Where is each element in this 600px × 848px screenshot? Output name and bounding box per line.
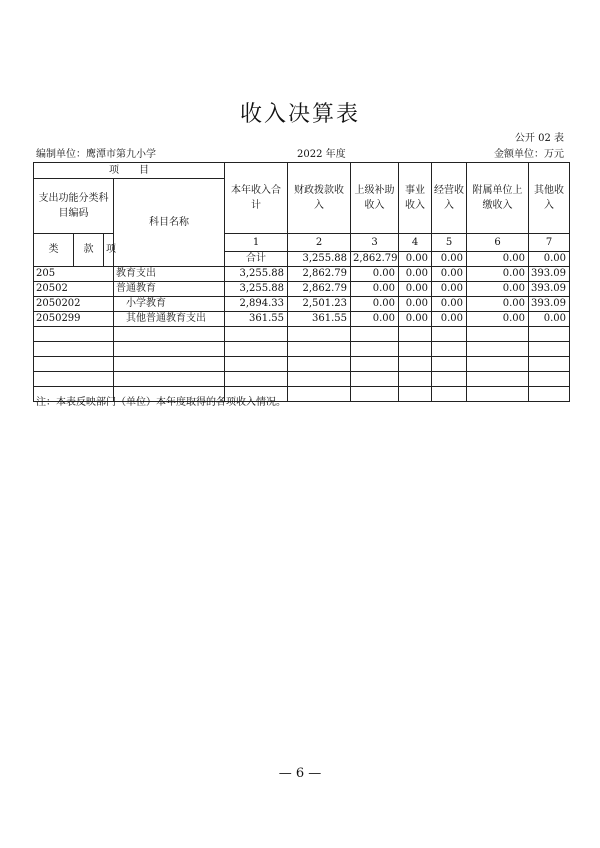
- empty-cell: [529, 327, 570, 342]
- row-value: 0.00: [432, 312, 467, 327]
- row-name: 小学教育: [114, 297, 225, 312]
- empty-cell: [529, 357, 570, 372]
- row-code: 2050202: [34, 297, 114, 312]
- col-num-4: 4: [399, 234, 432, 252]
- total-value: 2,862.79: [351, 252, 399, 267]
- col-num-6: 6: [467, 234, 529, 252]
- empty-cell: [114, 342, 225, 357]
- empty-cell: [467, 342, 529, 357]
- empty-cell: [432, 327, 467, 342]
- header-superior: 上级补助收入: [351, 163, 399, 234]
- income-table: [33, 162, 570, 402]
- form-number: 公开 02 表: [514, 133, 564, 144]
- empty-cell: [351, 372, 399, 387]
- header-kuan: 款: [74, 234, 104, 267]
- table-note: 注：本表反映部门（单位）本年度取得的各项收入情况。: [36, 397, 286, 408]
- header-project: 项 目: [34, 163, 225, 179]
- row-name: 其他普通教育支出: [114, 312, 225, 327]
- row-value: 361.55: [225, 312, 288, 327]
- col-num-7: 7: [529, 234, 570, 252]
- header-business: 事业收入: [399, 163, 432, 234]
- row-value: 0.00: [467, 312, 529, 327]
- empty-cell: [467, 372, 529, 387]
- empty-cell: [225, 357, 288, 372]
- row-value: 0.00: [399, 312, 432, 327]
- table-row: [34, 312, 570, 327]
- empty-cell: [351, 387, 399, 402]
- row-value: 0.00: [351, 297, 399, 312]
- empty-cell: [288, 387, 351, 402]
- compiling-unit: 编制单位：鹰潭市第九小学: [36, 149, 156, 160]
- row-value: 393.09: [529, 267, 570, 282]
- empty-cell: [399, 327, 432, 342]
- empty-cell: [114, 372, 225, 387]
- row-value: 0.00: [399, 282, 432, 297]
- total-value: 0.00: [432, 252, 467, 267]
- row-code: 205: [34, 267, 114, 282]
- fiscal-year: 2022 年度: [297, 149, 346, 160]
- row-value: 3,255.88: [225, 282, 288, 297]
- empty-cell: [34, 342, 114, 357]
- header-xiang: 项: [104, 234, 114, 267]
- empty-cell: [288, 327, 351, 342]
- empty-cell: [529, 342, 570, 357]
- col-num-5: 5: [432, 234, 467, 252]
- empty-cell: [34, 372, 114, 387]
- page-title: 收入决算表: [239, 102, 360, 127]
- empty-cell: [399, 357, 432, 372]
- row-code: 2050299: [34, 312, 114, 327]
- empty-cell: [288, 342, 351, 357]
- row-value: 0.00: [432, 297, 467, 312]
- empty-cell: [34, 327, 114, 342]
- empty-cell: [225, 342, 288, 357]
- row-value: 0.00: [351, 267, 399, 282]
- empty-cell: [288, 372, 351, 387]
- empty-cell: [432, 357, 467, 372]
- total-value: 0.00: [399, 252, 432, 267]
- col-num-1: 1: [225, 234, 288, 252]
- empty-cell: [467, 387, 529, 402]
- row-value: 0.00: [467, 282, 529, 297]
- empty-cell: [351, 357, 399, 372]
- row-value: 0.00: [399, 297, 432, 312]
- table-row: [34, 297, 570, 312]
- empty-row: [34, 342, 570, 357]
- row-value: 0.00: [467, 267, 529, 282]
- empty-row: [34, 372, 570, 387]
- col-num-2: 2: [288, 234, 351, 252]
- row-value: 0.00: [351, 282, 399, 297]
- table-row: [34, 282, 570, 297]
- header-total-income: 本年收入合计: [225, 163, 288, 234]
- empty-cell: [467, 357, 529, 372]
- row-value: 2,862.79: [288, 267, 351, 282]
- empty-cell: [399, 342, 432, 357]
- row-value: 393.09: [529, 297, 570, 312]
- empty-cell: [114, 357, 225, 372]
- header-operating: 经营收入: [432, 163, 467, 234]
- empty-cell: [351, 327, 399, 342]
- row-value: 393.09: [529, 282, 570, 297]
- row-value: 0.00: [529, 312, 570, 327]
- header-name: 科目名称: [114, 179, 225, 267]
- row-value: 0.00: [351, 312, 399, 327]
- total-label: 合计: [225, 252, 288, 267]
- empty-cell: [529, 387, 570, 402]
- header-other: 其他收入: [529, 163, 570, 234]
- page-number: — 6 —: [278, 766, 322, 781]
- meta-row: [36, 148, 564, 161]
- empty-cell: [529, 372, 570, 387]
- total-value: 3,255.88: [288, 252, 351, 267]
- row-value: 2,862.79: [288, 282, 351, 297]
- empty-row: [34, 327, 570, 342]
- money-unit: 金额单位：万元: [494, 149, 564, 160]
- empty-cell: [351, 342, 399, 357]
- empty-row: [34, 357, 570, 372]
- row-value: 0.00: [432, 282, 467, 297]
- empty-cell: [225, 327, 288, 342]
- empty-cell: [225, 372, 288, 387]
- row-value: 3,255.88: [225, 267, 288, 282]
- row-value: 0.00: [467, 297, 529, 312]
- row-name: 普通教育: [114, 282, 225, 297]
- row-code: 20502: [34, 282, 114, 297]
- header-row-top: [34, 163, 570, 179]
- col-num-3: 3: [351, 234, 399, 252]
- total-value: 0.00: [467, 252, 529, 267]
- empty-cell: [467, 327, 529, 342]
- header-affiliated: 附属单位上缴收入: [467, 163, 529, 234]
- empty-cell: [34, 357, 114, 372]
- row-value: 2,501.23: [288, 297, 351, 312]
- row-value: 0.00: [432, 267, 467, 282]
- empty-cell: [399, 372, 432, 387]
- row-value: 0.00: [399, 267, 432, 282]
- empty-cell: [432, 342, 467, 357]
- header-lei: 类: [34, 234, 74, 267]
- empty-cell: [114, 327, 225, 342]
- table-row: [34, 267, 570, 282]
- empty-cell: [288, 357, 351, 372]
- row-name: 教育支出: [114, 267, 225, 282]
- empty-cell: [432, 372, 467, 387]
- total-value: 0.00: [529, 252, 570, 267]
- empty-cell: [399, 387, 432, 402]
- empty-cell: [432, 387, 467, 402]
- row-value: 2,894.33: [225, 297, 288, 312]
- row-value: 361.55: [288, 312, 351, 327]
- header-fiscal: 财政拨款收入: [288, 163, 351, 234]
- header-code-group: 支出功能分类科目编码: [34, 179, 114, 234]
